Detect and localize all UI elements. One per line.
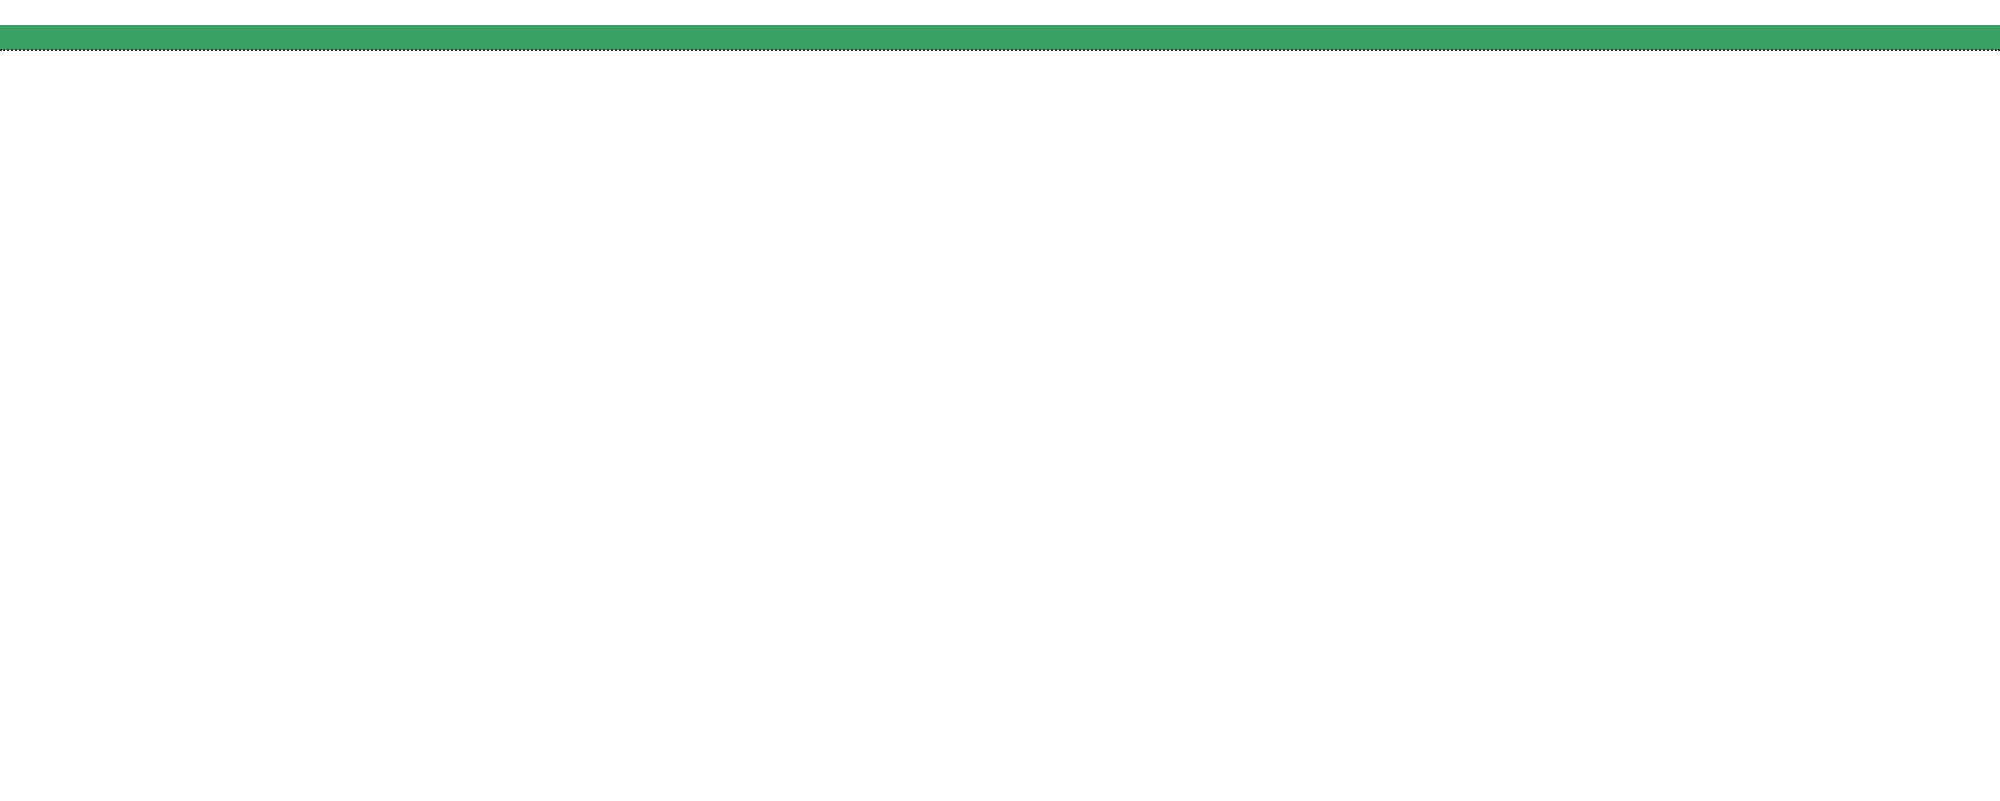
header-row xyxy=(0,25,2000,50)
note-row xyxy=(0,0,2000,25)
amounts-note[interactable] xyxy=(6,0,376,25)
header-title[interactable] xyxy=(6,25,376,50)
header-unit[interactable] xyxy=(379,25,479,50)
header-border xyxy=(0,49,2000,51)
